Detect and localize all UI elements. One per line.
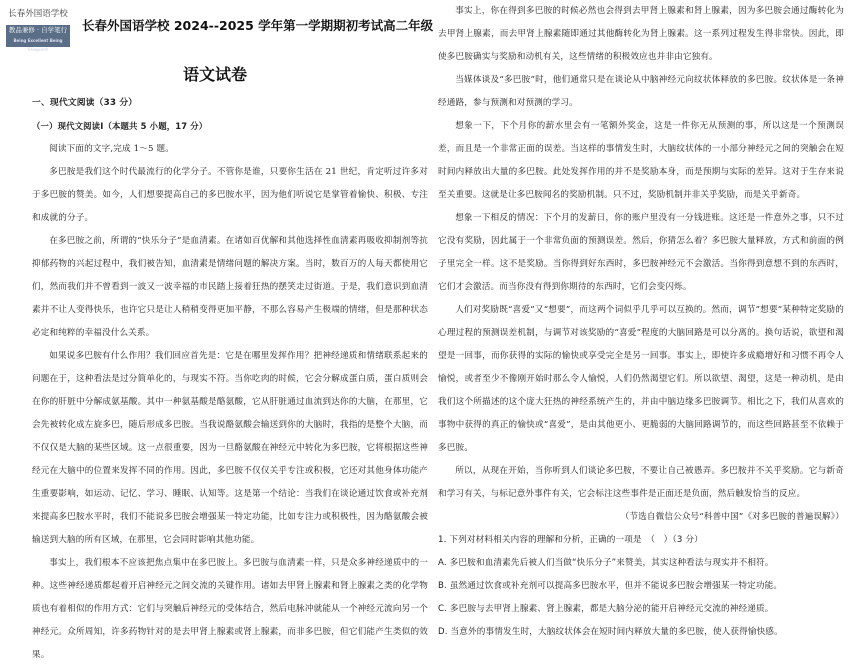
passage-paragraph: 在多巴胺之前，所谓的“快乐分子”是血清素。在诸如百优解和其他选择性血清素再吸收抑制剂等抗抑郁药物的兴起过程中，我们被告知，血清素是情绪问题的解决方案。当时，数百万的人每天都使用它们，然而我们并不曾看到一波又一波幸福的市民踏上接着狂热的摆笑走过街道。于是，我们意识到血清素并不让人变得快乐，也许它只是让人稍稍变得更加平静，不那么容易产生极端的情绪，但是那种状态必定和纯粹的幸福没什么关系。 [32, 236, 428, 338]
left-column [32, 92, 428, 667]
passage-paragraph: 想象一下相反的情况：下个月的发薪日，你的账户里没有一分钱进账。这还是一件意外之事，只不过它没有奖励，因此属于一个非常负面的预测误差。然后，你猜怎么着？多巴胺大量释放，方式和前面的例子里完全一样。这不是奖励。当你得到好东西时，多巴胺神经元不会激活。当你得到意想不到的东西时，它们才会激活。而当你没有得到你期待的东西时，它们会变闪烁。 [438, 213, 844, 292]
section-title: 一、现代文阅读（33 分） [32, 98, 138, 108]
logo-calligraphy: 长春外国语学校 [8, 9, 68, 19]
logo-motto-en: Being Excellent Being Eloquent [13, 38, 63, 52]
passage-source: （节选自微信公众号“科普中国”《对多巴胺的普遍误解》） [620, 512, 844, 522]
subject-title: 语文试卷 [182, 65, 247, 84]
option-c: C. 多巴胺与去甲肾上腺素、肾上腺素，都是大脑分泌的能开启神经元交流的神经递质。 [438, 604, 774, 614]
passage-paragraph: 当媒体谈及“多巴胺”时，他们通常只是在谈论从中脑神经元向纹状体释放的多巴胺。纹状体是一条神经通路，参与预测和对预测的学习。 [438, 75, 844, 108]
logo-motto: 教品兼修 · 自学笔行 [8, 26, 68, 34]
option-d: D. 当意外的事情发生时，大脑纹状体会在短时间内释放大量的多巴胺，使人获得愉快感。 [438, 627, 783, 637]
school-logo [6, 3, 70, 63]
option-a: A. 多巴胺和血清素先后被人们当做“快乐分子”来赞美，其实这种看法与现实并不相符。 [438, 558, 774, 568]
exam-header-title: 长春外国语学校 2024--2025 学年第一学期期初考试高二年级 [82, 18, 434, 33]
passage-paragraph: 如果说多巴胺有什么作用？我们回应首先是：它是在哪里发挥作用？把神经递质和情绪联系起来的问题在于，这种看法是过分简单化的，与现实不符。当你吃肉的时候，它会分解成蛋白质，蛋白质则会在你的肝脏中分解成氨基酸。其中一种氨基酸是酪氨酸，它从肝脏通过血流到达你的大脑，在那里，它会先被转化成左旋多巴，随后形成多巴胺。当我说酪氨酸会输送到你的大脑时，我指的是整个大脑，而不仅仅是大脑的某些区域。这一点很重要，因为一旦酪氨酸在神经元中转化为多巴胺，它将根据这些神经元在大脑中的位置来发挥不同的作用。因此，多巴胺不仅仅关乎专注或积极，它还对其他身体功能产生重要影响，如运动、记忆、学习、睡眠、认知等。这是第一个结论：当我们在谈论通过饮食或补充剂来提高多巴胺水平时，我们不能说多巴胺会增强某一特定功能，比如专注力或积极性，因为酪氨酸会被输送到大脑的所有区域，在那里，它会同时影响其他功能。 [32, 351, 428, 545]
subsection-title: （一）现代文阅读Ⅰ（本题共 5 小题，17 分） [32, 121, 208, 131]
passage-paragraph: 人们对奖励既“喜爱”又“想要”，而这两个词似乎几乎可以互换的。然而，调节“想要”某种特定奖励的心理过程的预测误差机制，与调节对该奖励的“喜爱”程度的大脑回路是可以分离的。换句话说，欲望和渴望是一回事，而你获得的实际的愉快或享受完全是另一回事。事实上，即使许多成瘾增好和习惯不再令人愉悦，或者至少不像刚开始时那么令人愉悦，人们仍然渴望它们。所以欲望、渴望，这是一种动机，是由我们这个所描述的这个庞大狂热的神经系统产生的，并由中脑边缘多巴胺调节。相比之下，我们从喜欢的事物中获得的真正的愉快或“喜爱”，是由其他更小、更脆弱的大脑回路调节的，而这些回路甚至不依赖于多巴胺。 [438, 305, 844, 453]
question-stem: 1. 下列对材料相关内容的理解和分析，正确的一项是 （ ）（3 分） [438, 535, 703, 545]
option-b: B. 虽然通过饮食或补充剂可以提高多巴胺水平，但并不能说多巴胺会增强某一特定功能。 [438, 581, 783, 591]
logo-banner [6, 25, 70, 52]
right-column [438, 0, 844, 644]
passage-paragraph: 想象一下，下个月你的薪水里会有一笔额外奖金，这是一件你无从预测的事，所以这是一个预测误差，而且是一个非常正面的误差。当这样的事情发生时，大脑纹状体的一小部分神经元之间的突触会在短时间内释放出大量的多巴胺。此处发挥作用的并不是奖励本身，而是预期与实际的差异。这对于生存来说至关重要。这就是让多巴胺闻名的奖励机制。只不过，奖励机制并非关乎奖励，而是关乎新奇。 [438, 121, 844, 200]
passage-paragraph: 所以，从现在开始，当你听到人们谈论多巴胺，不要让自己被愚弄。多巴胺并不关乎奖励。它与新奇和学习有关，与标记意外事件有关，它会标注这些事件是正面还是负面，然后触发恰当的反应。 [438, 466, 844, 499]
passage-paragraph: 事实上，我们根本不应该把焦点集中在多巴胺上。多巴胺与血清素一样，只是众多神经递质中的一种。这些神经递质都起着开启神经元之间交流的关键作用。诸如去甲肾上腺素和肾上腺素之类的化学物质也有着相似的作用方式：它们与突触后神经元的受体结合，然后电脉冲就能从一个神经元流向另一个神经元。众所周知，许多药物针对的是去甲肾上腺素或肾上腺素，而非多巴胺，但它们能产生类似的效果。 [32, 558, 428, 660]
passage-paragraph: 事实上，你在得到多巴胺的时候必然也会得到去甲肾上腺素和肾上腺素，因为多巴胺会通过酶转化为去甲肾上腺素，而去甲肾上腺素随即通过其他酶转化为肾上腺素。这一系列过程发生得非常快。因此，即使多巴胺确实与奖励和动机有关，这些情绪的积极效应也并非由它独有。 [438, 6, 844, 62]
passage-paragraph: 多巴胺是我们这个时代最流行的化学分子。不管你是谁，只要你生活在 21 世纪，肯定听过许多对于多巴胺的赞美。如今，人们想要提高自己的多巴胺水平，因为他们听说它是掌管着愉快、积极、专注和成就的分子。 [32, 167, 428, 223]
instruction-text: 阅读下面的文字,完成 1～5 题。 [49, 144, 174, 154]
